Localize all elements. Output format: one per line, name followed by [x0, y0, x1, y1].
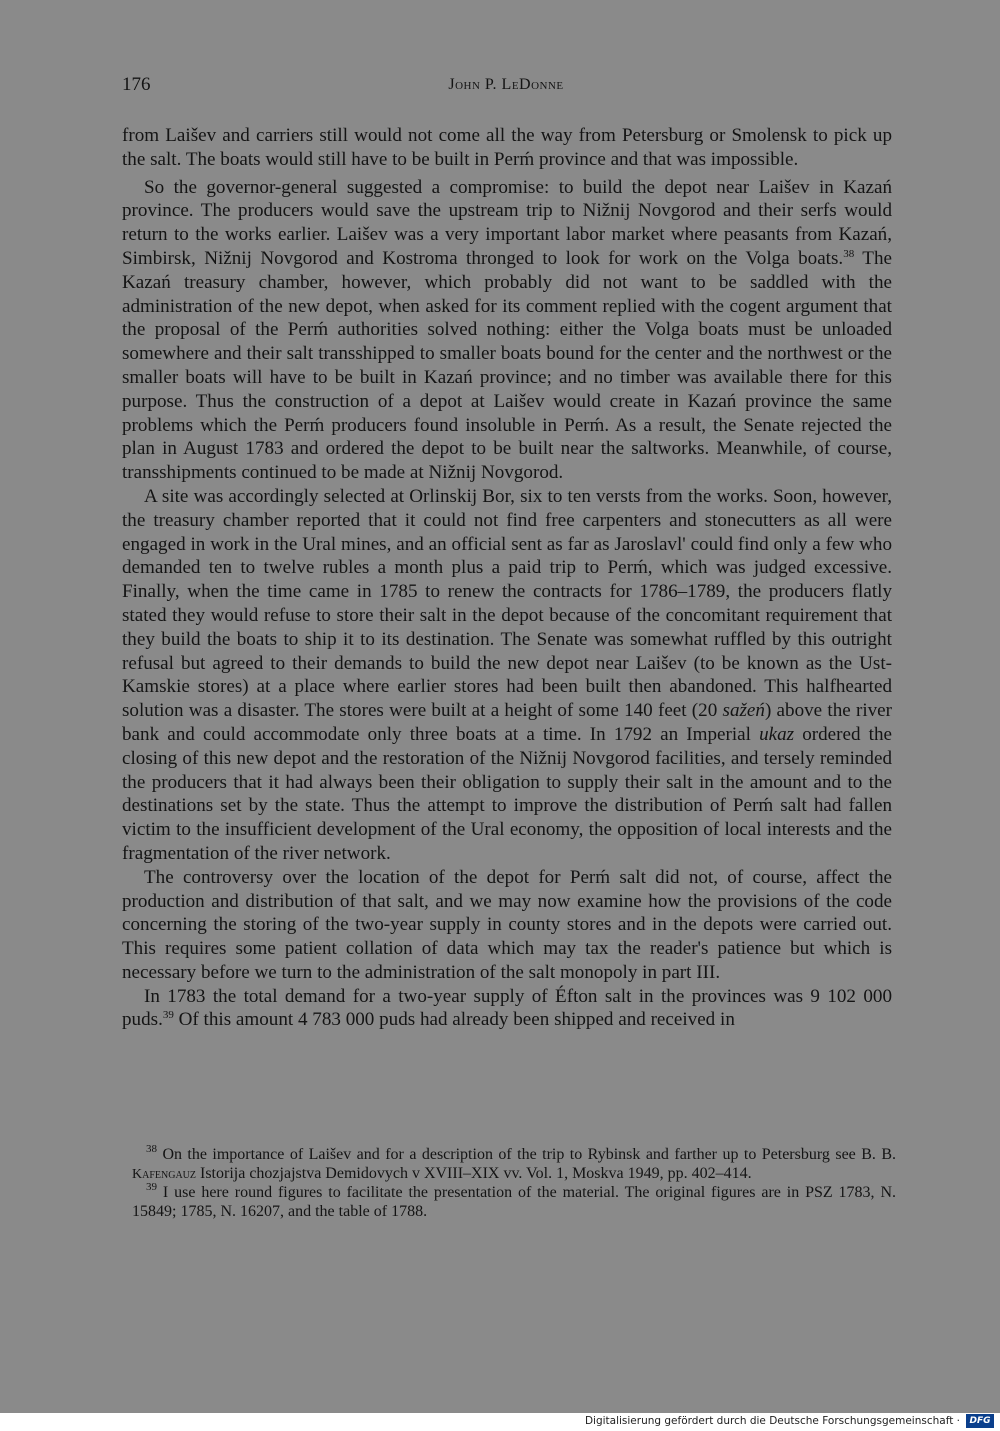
paragraph-1: from Laišev and carriers still would not come all the way from Petersburg or Smolensk to pick up the salt. The boats would still have to be built in Perḿ province and that was impossible. [122, 125, 892, 170]
footnote-39 [132, 1181, 896, 1221]
running-header [122, 74, 890, 104]
footnote-ref-39: 39 [162, 1009, 174, 1022]
italic-term-ukaz: ukaz [759, 723, 795, 745]
footnote-38-text-a: On the importance of Laišev and for a description of the trip to Rybinsk and farther up to Petersburg see B. B. [157, 1146, 896, 1163]
footnote-38-marker: 38 [146, 1143, 157, 1155]
digitization-footer [0, 1413, 1000, 1431]
digitization-credit: Digitalisierung gefördert durch die Deutsche Forschungsgemeinschaft · [584, 1415, 960, 1427]
footnote-38 [132, 1143, 896, 1184]
footnote-39-text: I use here round figures to facilitate the presentation of the material. The original figures are in PSZ 1783, N. 15849; 1785, N. 16207, and the table of 1788. [132, 1184, 896, 1220]
footnote-39-marker: 39 [146, 1181, 157, 1194]
paragraph-5-text-a: In 1783 the total demand for a two-year supply of Éfton salt in the provinces was 9 102 000 puds. [122, 985, 892, 1031]
italic-term-sazen: sažeń [722, 700, 765, 722]
footnote-38-text-b: Istorija chozjajstva Demidovych v XVIII–XIX vv. Vol. 1, Moskva 1949, pp. 402–414. [196, 1164, 752, 1182]
paragraph-4: The controversy over the location of the depot for Perḿ salt did not, of course, affect the production and distribution of that salt, and we may now examine how the provisions of the code concerning the storing of the two-year supply in county stores and in the depots were carried out. This requires some patient collation of data which may tax the reader's patience but which is necessary before we turn to the administration of the salt monopoly in part III. [122, 866, 892, 983]
paragraph-5-text-b: Of this amount 4 783 000 puds had already been shipped and received in [173, 1009, 735, 1031]
paragraph-5 [122, 985, 892, 1033]
paragraph-3-text-b: ) above the river bank and could accommodate only three boats at a time. In 1792 an Imperial [122, 700, 892, 745]
footnote-38-author: Kafengauz [132, 1166, 196, 1182]
footnote-ref-38: 38 [843, 247, 855, 260]
paragraph-3 [122, 485, 892, 866]
paragraph-3-text-a: A site was accordingly selected at Orlinskij Bor, six to ten versts from the works. Soon, however, the treasury chamber reported that it could not find free carpenters and stonecutters as all were engaged in work in the Ural mines, and an official sent as far as Jaroslavl' could find only a few who demanded ten to twelve rubles a month plus a paid trip to Perḿ, which was judged excessive. Finally, when the time came in 1785 to renew the contracts for 1786–1789, the producers flatly stated they would refuse to store their salt in the depot because of the concomitant requirement that they build the boats to ship it to its destination. The Senate was somewhat ruffled by this outright refusal but agreed to their demands to build the new depot near Laišev (to be known as the Ust-Kamskie stores) at a place where earlier stores had been built then abandoned. This halfhearted solution was a disaster. The stores were built at a height of some 140 feet (20 [122, 485, 892, 722]
page-number: 176 [122, 74, 151, 95]
paragraph-3-text-c: ordered the closing of this new depot and the restoration of the Nižnij Novgorod facilities, and tersely reminded the producers that it had always been their obligation to supply their salt in the amount and to the destinations set by the state. Thus the attempt to improve the distribution of Perḿ salt had fallen victim to the insufficient development of the Ural economy, the opposition of local interests and the fragmentation of the river network. [122, 723, 892, 864]
paragraph-2 [122, 176, 892, 485]
body-text [122, 124, 892, 1032]
footnotes [132, 1143, 896, 1221]
running-title: John P. LeDonne [448, 76, 564, 93]
dfg-logo: DFG [966, 1414, 994, 1428]
paragraph-2-text-b: The Kazań treasury chamber, however, which probably did not want to be saddled with the administration of the new depot, when asked for its comment replied with the cogent argument that the proposal of the Perḿ authorities solved nothing: either the Volga boats must be unloaded somewhere and their salt transshipped to smaller boats bound for the center and the northwest or the smaller boats will have to be built in Kazań province; and no timber was available there for this purpose. Thus the construction of a depot at Laišev would create in Kazań province the same problems which the Perḿ producers found insoluble in Perḿ. As a result, the Senate rejected the plan in August 1783 and ordered the depot to be built near the saltworks. Meanwhile, of course, transshipments continued to be made at Nižnij Novgorod. [122, 247, 892, 484]
paragraph-2-text-a: So the governor-general suggested a compromise: to build the depot near Laišev in Kazań province. The producers would save the upstream trip to Nižnij Novgorod and their serfs would return to the works earlier. Laišev was a very important labor market where peasants from Kazań, Simbirsk, Nižnij Novgorod and Kostroma thronged to look for work on the Volga boats. [122, 176, 892, 269]
